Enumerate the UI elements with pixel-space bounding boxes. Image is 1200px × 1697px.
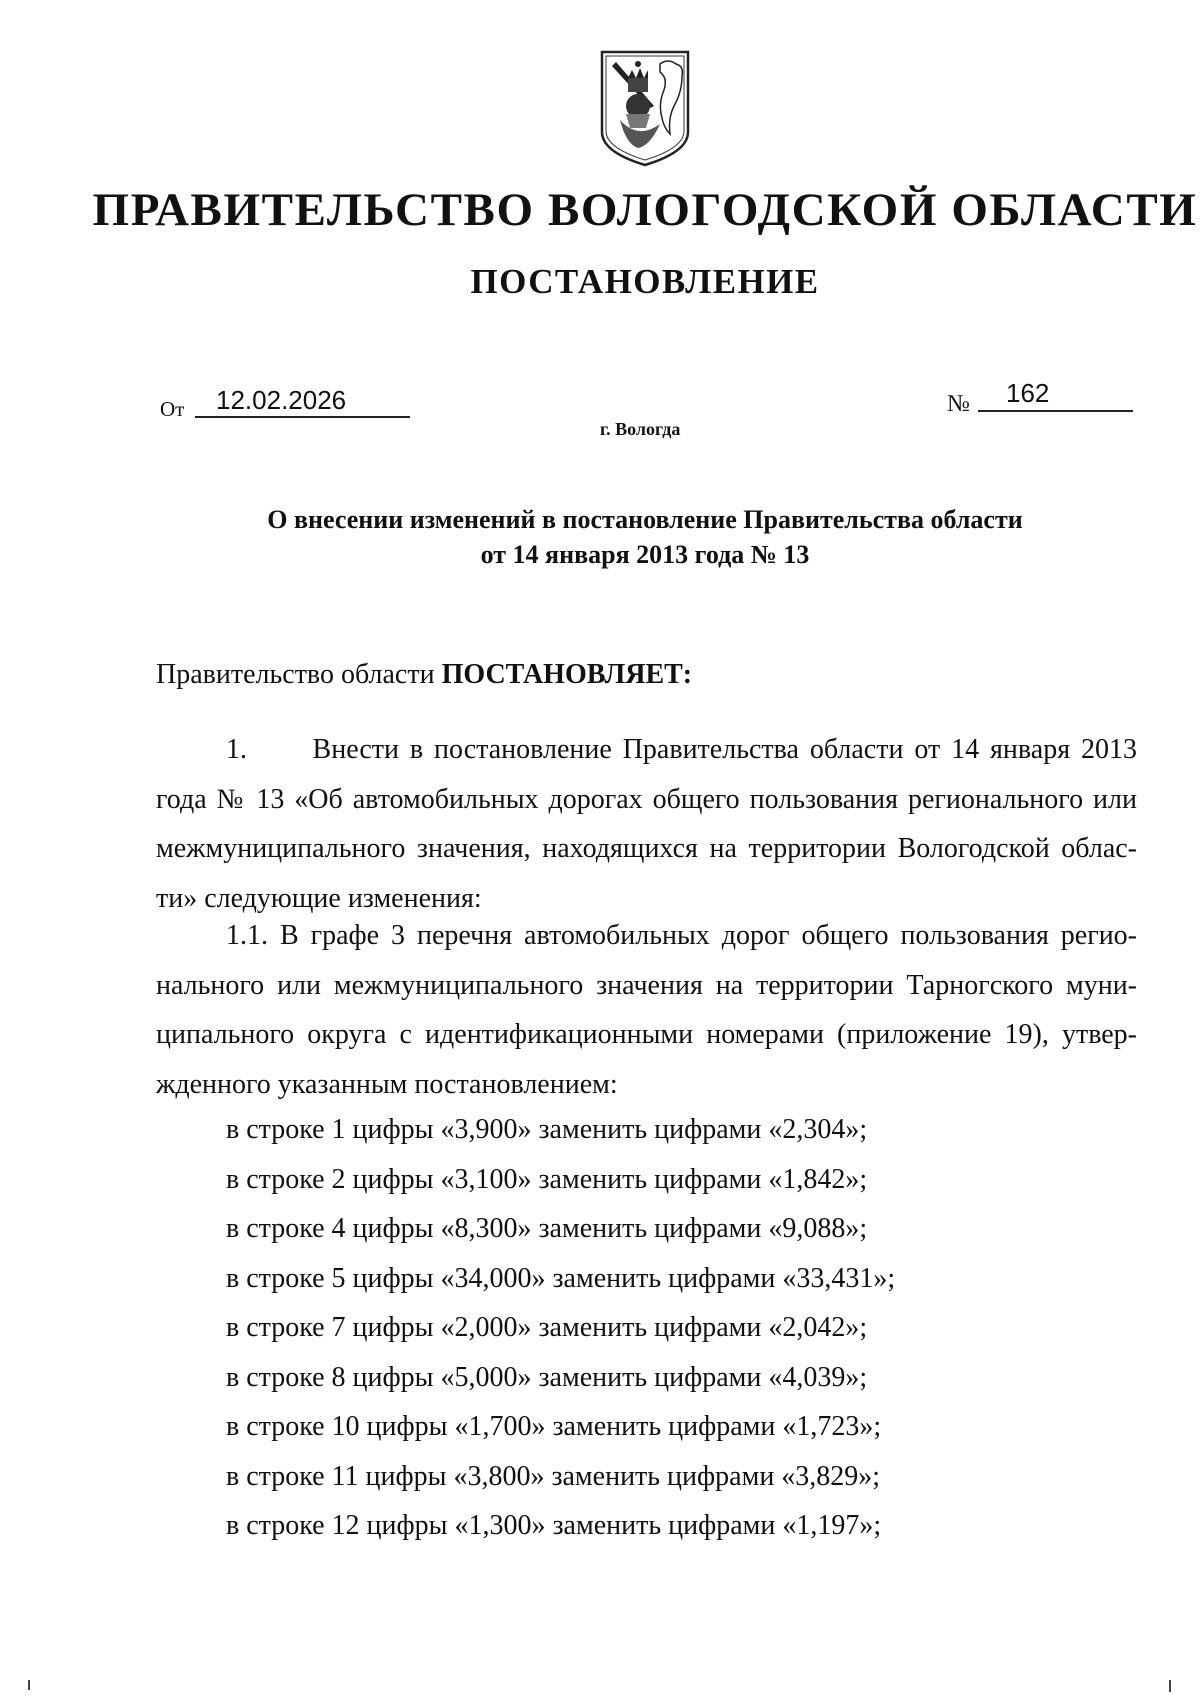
- list-item: в строке 8 цифры «5,000» заменить цифрами «4,039»;: [226, 1362, 868, 1393]
- scan-margin-mark: [1169, 1680, 1171, 1692]
- subject-line-2: от 14 января 2013 года № 13: [480, 540, 810, 569]
- list-item: в строке 10 цифры «1,700» заменить цифрами «1,723»;: [226, 1411, 882, 1442]
- number-label: №: [947, 391, 970, 417]
- city-name: г. Вологда: [600, 419, 681, 439]
- subject-line-1: О внесении изменений в постановление Правительства области: [267, 505, 1023, 534]
- date-field: [195, 385, 410, 418]
- decree-intro: [156, 659, 692, 691]
- scan-margin-mark: [28, 1680, 30, 1690]
- document-type-title: ПОСТАНОВЛЕНИЕ: [470, 262, 820, 301]
- list-item: в строке 2 цифры «3,100» заменить цифрами «1,842»;: [226, 1164, 868, 1195]
- list-item: в строке 12 цифры «1,300» заменить цифрами «1,197»;: [226, 1510, 882, 1541]
- document-number: 162: [1006, 378, 1050, 408]
- government-title: ПРАВИТЕЛЬСТВО ВОЛОГОДСКОЙ ОБЛАСТИ: [92, 184, 1198, 236]
- document-subject: [0, 502, 1200, 572]
- paragraph-line: ти» следующие изменения:: [156, 883, 482, 914]
- date-label: От: [160, 397, 185, 421]
- paragraph-line: ципального округа с идентификационными номерами (приложение 19), утвер-: [156, 1019, 1137, 1050]
- decree-intro-verb: ПОСТАНОВЛЯЕТ:: [441, 659, 693, 690]
- list-item: в строке 4 цифры «8,300» заменить цифрами «9,088»;: [226, 1213, 868, 1244]
- paragraph-line: нального или межмуниципального значения на территории Тарногского муни-: [156, 970, 1137, 1001]
- list-item: в строке 11 цифры «3,800» заменить цифрами «3,829»;: [226, 1461, 881, 1492]
- paragraph-line: жденного указанным постановлением:: [156, 1069, 618, 1100]
- paragraph-line: 1.1. В графе 3 перечня автомобильных дорог общего пользования регио-: [226, 920, 1137, 951]
- document-date: 12.02.2026: [216, 385, 347, 415]
- number-field: [978, 378, 1133, 412]
- paragraph-line: межмуниципального значения, находящихся на территории Вологодской облас-: [156, 833, 1137, 864]
- list-item: в строке 7 цифры «2,000» заменить цифрами «2,042»;: [226, 1312, 868, 1343]
- paragraph-line: 1. Внести в постановление Правительства области от 14 января 2013: [226, 734, 1137, 765]
- list-item: в строке 1 цифры «3,900» заменить цифрами «2,304»;: [226, 1114, 868, 1145]
- list-item: в строке 5 цифры «34,000» заменить цифрами «33,431»;: [226, 1263, 896, 1294]
- paragraph-line: года № 13 «Об автомобильных дорогах общего пользования регионального или: [156, 784, 1137, 815]
- coat-of-arms-icon: [598, 48, 692, 168]
- decree-intro-text: Правительство области: [156, 659, 442, 690]
